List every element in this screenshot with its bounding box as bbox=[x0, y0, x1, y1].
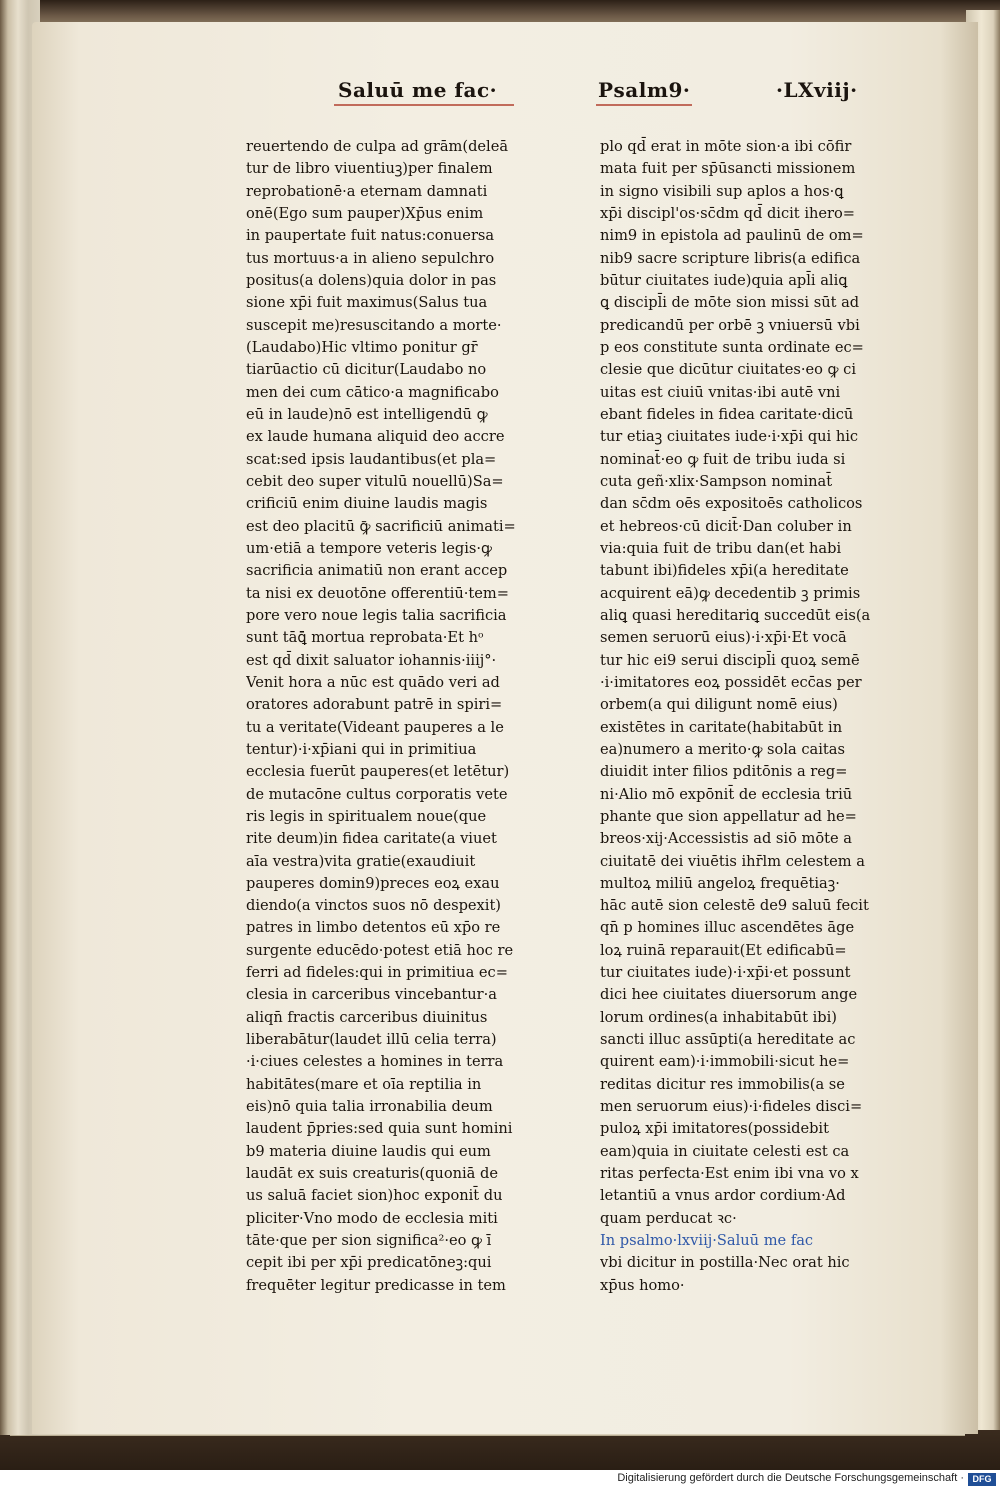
left-column-line: pauperes domin9)preces eoꝝ exau bbox=[246, 874, 500, 892]
right-column-line: quirent eam)·i·immobili·sicut he= bbox=[600, 1053, 850, 1071]
rubric-underline-left bbox=[334, 104, 514, 106]
right-column-line: puloꝝ xp̄i imitatores(possidebit bbox=[600, 1120, 829, 1138]
right-column-line: mata fuit per sp̄ūsancti missionem bbox=[600, 160, 856, 178]
right-column-line: būtur ciuitates iude)quia apl̄i aliꝗ bbox=[600, 271, 848, 289]
right-column-line: eam)quia in ciuitate celesti est ca bbox=[600, 1142, 850, 1160]
right-column-line: clesie que dicūtur ciuitates·eo ꝙ ci bbox=[600, 361, 856, 379]
left-column-line: tāte·que per sion significa²·eo ꝙ ī bbox=[246, 1232, 492, 1250]
left-column-line: in paupertate fuit natus:conuersa bbox=[246, 227, 495, 245]
right-column-line: vbi dicitur in postilla·Nec orat hic bbox=[600, 1254, 850, 1272]
left-column-line: oratores adorabunt patrē in spiri= bbox=[246, 696, 503, 714]
left-column-line: tu a veritate(Videant pauperes a le bbox=[246, 718, 504, 736]
left-column-line: de mutacōne cultus corporatis vete bbox=[246, 785, 508, 803]
folio-number: ·LXviij· bbox=[776, 78, 858, 102]
left-column-line: reuertendo de culpa ad grām(deleā bbox=[246, 138, 509, 155]
right-column-line: ritas perfecta·Est enim ibi vna vo x bbox=[600, 1165, 859, 1183]
left-column-line: crificiū enim diuine laudis magis bbox=[246, 495, 488, 513]
right-column-line: men seruorum eius)·i·fideles disci= bbox=[600, 1098, 863, 1116]
right-column-line: xp̄i discipl'os·sc̄dm qd̄ dicit ihero= bbox=[600, 204, 856, 222]
left-column-line: um·etiā a tempore veteris legis·ꝙ bbox=[246, 539, 492, 557]
left-column-line: patres in limbo detentos eū xp̄o re bbox=[246, 919, 501, 937]
left-column-line: surgente educēdo·potest etiā hoc re bbox=[246, 941, 514, 959]
right-column-line: nib9 sacre scripture libris(a edifica bbox=[600, 249, 861, 267]
right-column-line: letantiū a vnus ardor cordium·Ad bbox=[600, 1187, 846, 1205]
left-column-line: cepit ibi per xp̄i predicatōneꝫ:qui bbox=[246, 1254, 492, 1272]
right-column-line: dici hee ciuitates diuersorum ange bbox=[600, 986, 858, 1004]
left-column-line: tentur)·i·xp̄iani qui in primitiua bbox=[246, 740, 477, 758]
right-column-line: cuta geñ·xlix·Sampson nominat̄ bbox=[600, 472, 833, 490]
right-column-line: phante que sion appellatur ad he= bbox=[600, 807, 857, 825]
left-column-line: aīa vestra)vita gratie(exaudiuit bbox=[246, 852, 476, 870]
left-column-line: men dei cum cātico·a magnificabo bbox=[246, 383, 499, 401]
right-column-line: ciuitatē dei viuētis ihr̄lm celestem a bbox=[600, 852, 865, 870]
left-column-line: eis)nō quia talia irronabilia deum bbox=[246, 1098, 493, 1116]
left-column-line: sione xp̄i fuit maximus(Salus tua bbox=[246, 294, 488, 312]
right-column-line: nominat̄·eo ꝙ fuit de tribu iuda si bbox=[600, 450, 846, 468]
right-column-line: plo qd̄ erat in mōte sion·a ibi cōfir bbox=[600, 138, 852, 155]
left-column-line: tur de libro viuentiuꝫ)per finalem bbox=[246, 160, 493, 178]
text-column-left bbox=[246, 136, 542, 1297]
right-column-line: ebant fideles in fidea caritate·dicū bbox=[600, 405, 854, 423]
right-column-line: acquirent eā)ꝙ decedentib ꝫ primis bbox=[600, 584, 861, 602]
right-column-line: dan sc̄dm oēs expositoēs catholicos bbox=[600, 495, 863, 513]
right-column-line: quam perducat ꝛc· bbox=[600, 1209, 737, 1227]
left-column-line: reprobationē·a eternam damnati bbox=[246, 182, 488, 200]
left-column-line: ·i·ciues celestes a homines in terra bbox=[246, 1053, 504, 1071]
footer-bar bbox=[0, 1470, 1000, 1489]
running-head-left bbox=[338, 78, 497, 112]
right-column-line: aliꝗ quasi hereditariꝗ succedūt eis(a bbox=[600, 606, 871, 624]
left-column-line: pore vero noue legis talia sacrificia bbox=[246, 606, 507, 624]
right-column-line: tur hic ei9 serui discipl̄i quoꝝ semē bbox=[600, 651, 860, 669]
left-column-line: sunt tāꝗ̄ mortua reprobata·Et hᵒ bbox=[246, 629, 484, 647]
right-column-line: reditas dicitur res immobilis(a se bbox=[600, 1075, 845, 1093]
left-column-line: ex laude humana aliquid deo accre bbox=[246, 428, 505, 446]
left-column-line: est qd̄ dixit saluator iohannis·iiij°· bbox=[246, 651, 497, 669]
footer-credit: Digitalisierung gefördert durch die Deutsche Forschungsgemeinschaft · bbox=[617, 1472, 964, 1484]
right-column-line: qn̄ p homines illuc ascendētes āge bbox=[600, 919, 855, 937]
right-column-line: uitas est ciuiū vnitas·ibi autē vni bbox=[600, 383, 841, 401]
right-column-line: sancti illuc assūpti(a hereditate ac bbox=[600, 1031, 856, 1049]
left-column-line: tiarūactio cū dicitur(Laudabo no bbox=[246, 361, 487, 379]
running-head-center bbox=[598, 78, 690, 112]
left-column-line: tus mortuus·a in alieno sepulchro bbox=[246, 249, 495, 267]
left-column-line: clesia in carceribus vincebantur·a bbox=[246, 986, 497, 1004]
left-column-line: frequēter legitur predicasse in tem bbox=[246, 1276, 506, 1294]
left-column-line: ris legis in spiritualem noue(que bbox=[246, 807, 487, 825]
right-column-line: lorum ordines(a inhabitabūt ibi) bbox=[600, 1008, 837, 1026]
book-bottom-edge bbox=[0, 1430, 1000, 1470]
left-column-line: ecclesia fuerūt pauperes(et letētur) bbox=[246, 763, 510, 781]
right-column-line: multoꝝ miliū angeloꝝ frequētiaꝫ· bbox=[600, 874, 840, 892]
right-column-line: tur etiaꝫ ciuitates iude·i·xp̄i qui hic bbox=[600, 428, 859, 446]
dfg-logo: DFG bbox=[968, 1473, 996, 1486]
right-column-line: tabunt ibi)fideles xp̄i(a hereditate bbox=[600, 562, 849, 580]
left-column-line: ferri ad fideles:qui in primitiua ec= bbox=[246, 964, 508, 982]
right-column-line: existētes in caritate(habitabūt in bbox=[600, 718, 843, 736]
left-column-line: Venit hora a nūc est quādo veri ad bbox=[246, 673, 500, 691]
right-column-line: xp̄us homo· bbox=[600, 1276, 685, 1294]
right-column-line: tur ciuitates iude)·i·xp̄i·et possunt bbox=[600, 964, 851, 982]
left-column-line: eū in laude)nō est intelligendū ꝙ bbox=[246, 405, 488, 423]
right-column-line: predicandū per orbē ꝫ vniuersū vbi bbox=[600, 316, 860, 334]
left-column-line: diendo(a vinctos suos nō despexit) bbox=[246, 897, 501, 915]
left-column-line: pliciter·Vno modo de ecclesia miti bbox=[246, 1209, 498, 1227]
right-column-line: loꝝ ruinā reparauit(Et edificabū= bbox=[600, 941, 847, 959]
right-column-line: p eos constitute sunta ordinate ec= bbox=[600, 338, 864, 356]
left-column-line: b9 materia diuine laudis qui eum bbox=[246, 1142, 491, 1160]
running-head-center-text: Psalm9· bbox=[598, 78, 691, 102]
left-column-line: rite deum)in fidea caritate(a viuet bbox=[246, 830, 497, 848]
left-column-line: (Laudabo)Hic vltimo ponitur gr̄ bbox=[246, 338, 478, 356]
left-column-line: cebit deo super vitulū nouellū)Sa= bbox=[246, 472, 504, 490]
rubric-underline-center bbox=[596, 104, 692, 106]
right-column-line: in signo visibili sup aplos a hos·ꝗ bbox=[600, 182, 844, 200]
left-column-line: liberabātur(laudet illū celia terra) bbox=[246, 1031, 497, 1049]
left-column-line: scat:sed ipsis laudantibus(et pla= bbox=[246, 450, 497, 468]
right-column-line: In psalmo·lxviij·Saluū me fac bbox=[600, 1232, 814, 1250]
left-column-line: suscepit me)resuscitando a morte· bbox=[246, 316, 502, 334]
left-column-line: ta nisi ex deuotōne offerentiū·tem= bbox=[246, 584, 510, 602]
right-column-line: hāc autē sion celestē de9 saluū fecit bbox=[600, 897, 869, 915]
right-column-line: ni·Alio mō expōnit̄ de ecclesia triū bbox=[600, 785, 853, 803]
left-column-line: laudāt ex suis creaturis(quoniā de bbox=[246, 1165, 498, 1183]
right-column-line: diuidit inter filios pditōnis a reg= bbox=[600, 763, 848, 781]
left-column-line: habitātes(mare et oīa reptilia in bbox=[246, 1075, 482, 1093]
left-column-line: us saluā faciet sion)hoc exponit̄ du bbox=[246, 1187, 503, 1205]
left-column-line: onē(Ego sum pauper)Xp̄us enim bbox=[246, 204, 484, 222]
right-column-line: nim9 in epistola ad paulinū de om= bbox=[600, 227, 864, 245]
right-column-line: orbem(a qui diligunt nomē eius) bbox=[600, 696, 838, 714]
right-column-line: breos·xij·Accessistis ad siō mōte a bbox=[600, 830, 852, 848]
left-column-line: laudent p̄pries:sed quia sunt homini bbox=[246, 1120, 513, 1138]
text-column-right bbox=[600, 136, 900, 1297]
left-column-line: sacrificia animatiū non erant accep bbox=[246, 562, 508, 580]
left-column-line: est deo placitū ꝙ̄ sacrificiū animati= bbox=[246, 517, 516, 535]
right-column-line: ea)numero a merito·ꝙ sola caitas bbox=[600, 740, 845, 758]
running-head-folio bbox=[776, 78, 858, 112]
right-column-line: et hebreos·cū dicit̄·Dan coluber in bbox=[600, 517, 852, 535]
running-head-left-text: Saluū me fac· bbox=[338, 78, 498, 102]
right-column-line: ·i·imitatores eoꝝ possidēt ecc̄as per bbox=[600, 673, 862, 691]
left-column-line: aliqn̄ fractis carceribus diuinitus bbox=[246, 1008, 488, 1026]
right-column-line: semen seruorū eius)·i·xp̄i·Et vocā bbox=[600, 629, 847, 647]
right-column-line: via:quia fuit de tribu dan(et habi bbox=[600, 539, 842, 557]
right-column-line: ꝗ discipl̄i de mōte sion missi sūt ad bbox=[600, 294, 860, 312]
left-column-line: positus(a dolens)quia dolor in pas bbox=[246, 271, 497, 289]
